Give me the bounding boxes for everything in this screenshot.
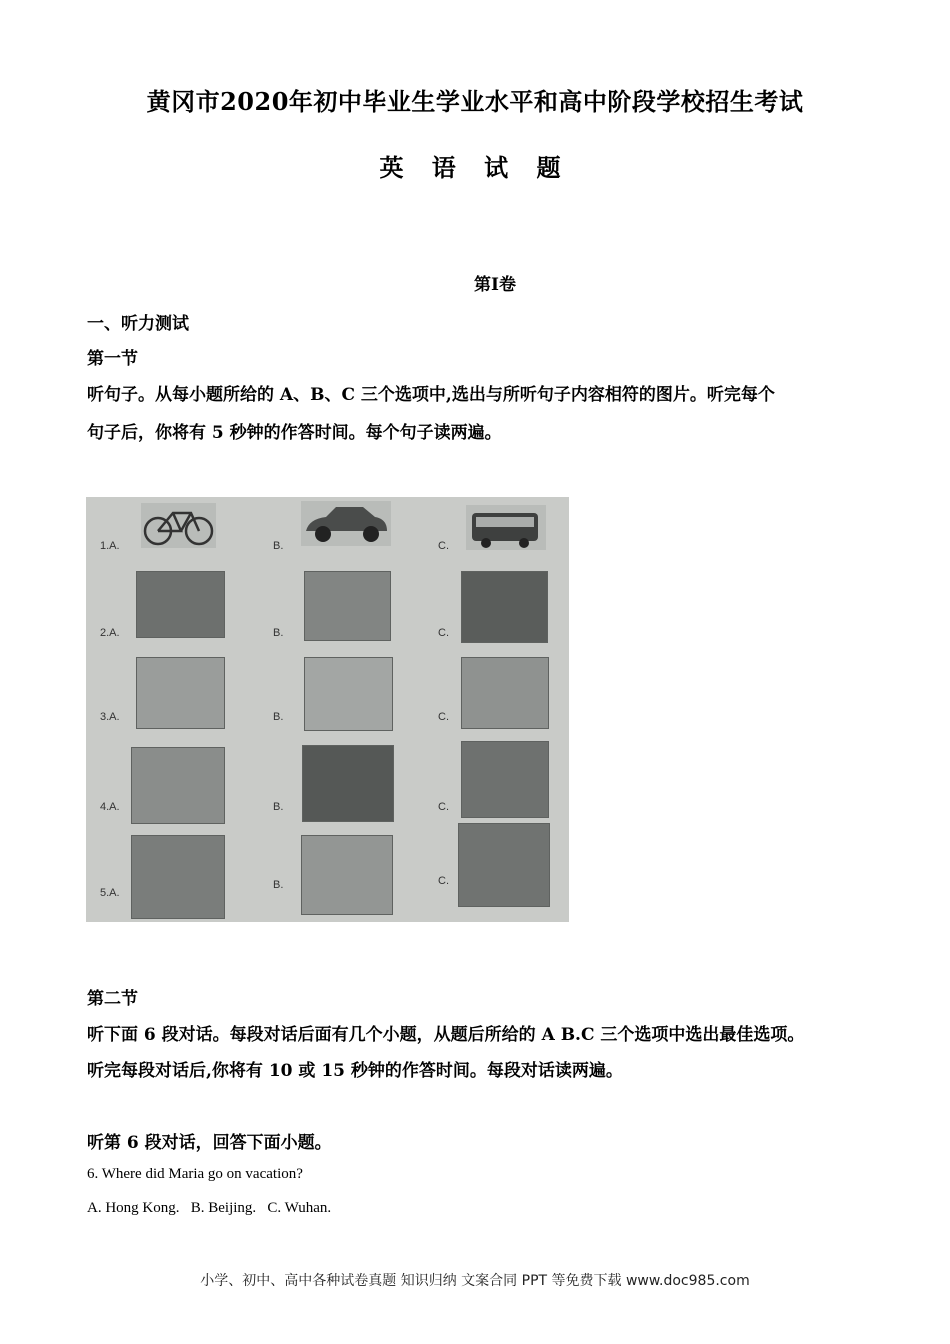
dialog-heading: 听第 6 段对话，回答下面小题。 (87, 1133, 332, 1153)
snowman-picture (136, 657, 225, 729)
room-picture (301, 835, 393, 915)
bicycle-picture (141, 503, 216, 548)
picture-label: 3.A. (100, 711, 120, 723)
instruction-line: 听完每段对话后,你将有 10 或 15 秒钟的作答时间。每段对话读两遍。 (87, 1061, 623, 1081)
picture-label: C. (438, 627, 449, 639)
picture-label: B. (273, 801, 284, 813)
picture-label: 4.A. (100, 801, 120, 813)
family-dinner-picture (302, 745, 394, 822)
section-heading: 一、听力测试 (87, 314, 189, 334)
instruction-line: 听下面 6 段对话。每段对话后面有几个小题，从题后所给的 A B.C 三个选项中选出最佳选项。 (87, 1025, 805, 1045)
picture-label: C. (438, 801, 449, 813)
house-picture (461, 741, 549, 818)
picture-label: B. (273, 879, 284, 891)
exam-title: 黄冈市2020年初中毕业生学业水平和高中阶段学校招生考试 (146, 87, 804, 116)
footer-text: 小学、初中、高中各种试卷真题 知识归纳 文案合同 PPT 等免费下载 www.doc985.com (200, 1273, 750, 1289)
picture-label: C. (438, 540, 449, 552)
question-text: 6. Where did Maria go on vacation? (87, 1166, 303, 1182)
answer-options: A. Hong Kong. B. Beijing. C. Wuhan. (87, 1200, 332, 1216)
picture-label: B. (273, 627, 284, 639)
listening-pictures-photo (86, 497, 569, 922)
picture-label: B. (273, 540, 284, 552)
planting-picture (458, 823, 550, 907)
part-heading: 第二节 (87, 989, 138, 1009)
picture-label: 1.A. (100, 540, 120, 552)
children-picture (461, 657, 549, 729)
picture-label: 2.A. (100, 627, 120, 639)
picture-label: C. (438, 875, 449, 887)
dragon-boat-picture (131, 747, 225, 824)
rain-umbrella-picture (304, 657, 393, 731)
volume-heading: 第I卷 (474, 275, 516, 295)
picture-label: B. (273, 711, 284, 723)
bus-picture (466, 505, 546, 550)
exam-subtitle: 英 语 试 题 (379, 153, 571, 182)
picture-label: 5.A. (100, 887, 120, 899)
football-picture (461, 571, 548, 643)
car-picture (301, 501, 391, 546)
picture-label: C. (438, 711, 449, 723)
instruction-line: 听句子。从每小题所给的 A、B、C 三个选项中,选出与所听句子内容相符的图片。听完每个 (87, 385, 775, 405)
running-picture (136, 571, 225, 638)
part-heading: 第一节 (87, 349, 138, 369)
instruction-line: 句子后，你将有 5 秒钟的作答时间。每个句子读两遍。 (87, 423, 502, 443)
swimming-picture (304, 571, 391, 641)
people-picture (131, 835, 225, 919)
